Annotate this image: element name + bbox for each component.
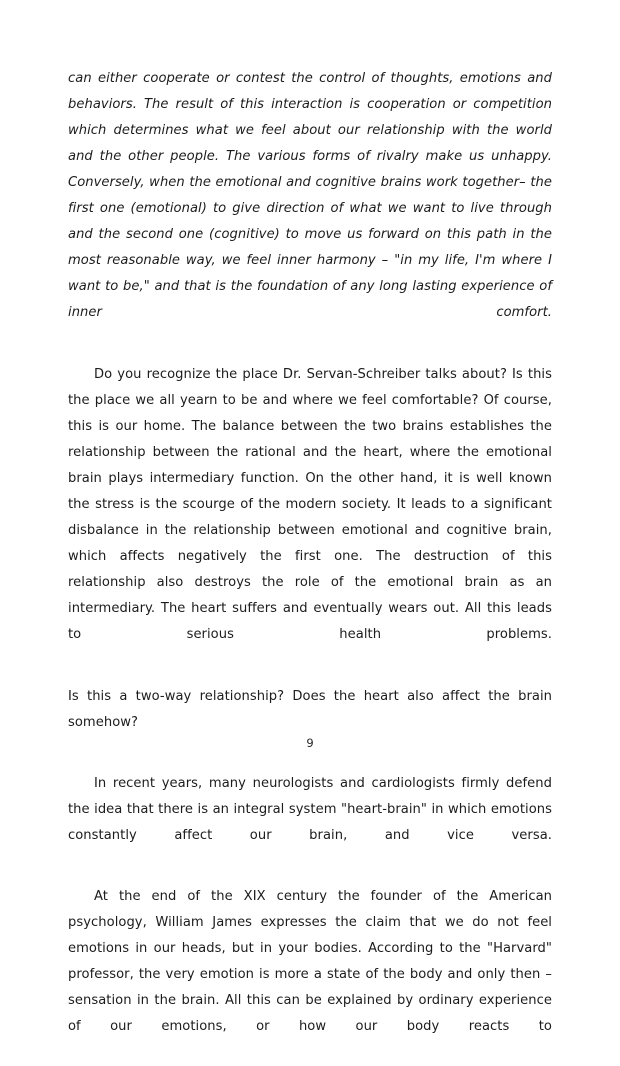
page-number: 9: [306, 736, 314, 750]
paragraph-two-way-relationship-question: Is this a two-way relationship? Does the heart also affect the brain somehow?: [68, 689, 552, 730]
paragraph-william-james: At the end of the XIX century the founder of the American psychology, William James expresses the claim that we do not feel emotions in our heads, but in your bodies. According to the "Harvard" professor, the very emotion is more a state of the body and only then – sensation in the brain. All this can be explained by ordinary experience of our emotions, or how our body reacts to: [68, 889, 552, 1034]
paragraph-continuation-italic-quote: can either cooperate or contest the control of thoughts, emotions and behaviors. The result of this interaction is cooperation or competition which determines what we feel about our relationship with the world and the other people. The various forms of rivalry make us unhappy. Conversely, when the emotional and cognitive brains work together– the first one (emotional) to give direction of what we want to live through and the second one (cognitive) to move us forward on this path in the most reasonable way, we feel inner harmony – "in my life, I'm where I want to be," and that is the foundation of any long lasting experience of inner comfort.: [68, 71, 552, 320]
paragraph-recognize-the-place: Do you recognize the place Dr. Servan-Schreiber talks about? Is this the place we all yearn to be and where we feel comfortable? Of course, this is our home. The balance between the two brains establishes the relationship between the rational and the heart, where the emotional brain plays intermediary function. On the other hand, it is well known the stress is the scourge of the modern society. It leads to a significant disbalance in the relationship between emotional and cognitive brain, which affects negatively the first one. The destruction of this relationship also destroys the role of the emotional brain as an intermediary. The heart suffers and eventually wears out. All this leads to serious health problems.: [68, 367, 552, 642]
body-text-column: [68, 66, 552, 1066]
paragraph-heart-brain-system: In recent years, many neurologists and cardiologists firmly defend the idea that there is an integral system "heart-brain" in which emotions constantly affect our brain, and vice versa.: [68, 776, 552, 843]
